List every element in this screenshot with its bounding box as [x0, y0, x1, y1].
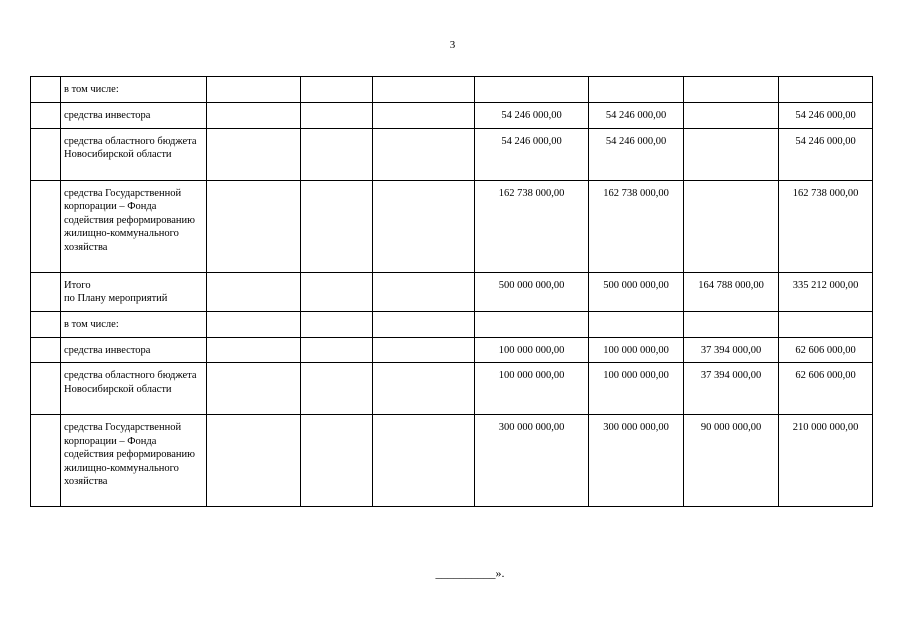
table-row — [31, 415, 873, 507]
amount-cell — [684, 128, 779, 180]
amount-total-cell: 500 000 000,00 — [475, 272, 589, 311]
amount-total-cell: 54 246 000,00 — [475, 103, 589, 129]
row-label: средства Государственной корпорации – Фонда содействия реформированию жилищно-коммунального хозяйства — [61, 180, 207, 272]
amount-total-cell: 300 000 000,00 — [475, 415, 589, 507]
empty-cell — [207, 77, 301, 103]
amount-cell: 37 394 000,00 — [684, 337, 779, 363]
empty-cell — [373, 103, 475, 129]
empty-cell — [301, 363, 373, 415]
empty-cell — [373, 311, 475, 337]
amount-cell: 54 246 000,00 — [779, 103, 873, 129]
table-row — [31, 180, 873, 272]
amount-cell: 54 246 000,00 — [589, 128, 684, 180]
row-label: в том числе: — [61, 77, 207, 103]
amount-cell: 162 738 000,00 — [779, 180, 873, 272]
amount-total-cell: 100 000 000,00 — [475, 363, 589, 415]
empty-cell — [301, 128, 373, 180]
table-row — [31, 103, 873, 129]
empty-cell — [301, 103, 373, 129]
amount-cell — [684, 77, 779, 103]
amount-cell: 210 000 000,00 — [779, 415, 873, 507]
empty-cell — [373, 363, 475, 415]
amount-total-cell — [475, 77, 589, 103]
amount-cell — [684, 311, 779, 337]
empty-cell — [373, 128, 475, 180]
empty-cell — [373, 180, 475, 272]
index-cell — [31, 180, 61, 272]
empty-cell — [373, 337, 475, 363]
budget-table-body — [31, 77, 873, 507]
row-label: средства инвестора — [61, 103, 207, 129]
table-row — [31, 337, 873, 363]
index-cell — [31, 311, 61, 337]
index-cell — [31, 77, 61, 103]
amount-cell — [684, 180, 779, 272]
index-cell — [31, 103, 61, 129]
empty-cell — [301, 337, 373, 363]
amount-cell: 162 738 000,00 — [589, 180, 684, 272]
amount-cell — [589, 77, 684, 103]
empty-cell — [207, 363, 301, 415]
empty-cell — [373, 415, 475, 507]
row-label: Итого по Плану мероприятий — [61, 272, 207, 311]
empty-cell — [301, 77, 373, 103]
amount-cell — [779, 77, 873, 103]
amount-cell: 100 000 000,00 — [589, 337, 684, 363]
amount-cell — [589, 311, 684, 337]
row-label: средства областного бюджета Новосибирской области — [61, 363, 207, 415]
table-row — [31, 128, 873, 180]
amount-cell: 62 606 000,00 — [779, 337, 873, 363]
amount-cell: 335 212 000,00 — [779, 272, 873, 311]
empty-cell — [207, 128, 301, 180]
amount-cell: 37 394 000,00 — [684, 363, 779, 415]
table-row — [31, 363, 873, 415]
row-label: средства областного бюджета Новосибирской области — [61, 128, 207, 180]
amount-cell: 90 000 000,00 — [684, 415, 779, 507]
amount-total-cell: 100 000 000,00 — [475, 337, 589, 363]
empty-cell — [207, 415, 301, 507]
amount-cell: 54 246 000,00 — [779, 128, 873, 180]
row-label: в том числе: — [61, 311, 207, 337]
empty-cell — [207, 337, 301, 363]
amount-cell: 62 606 000,00 — [779, 363, 873, 415]
amount-cell: 300 000 000,00 — [589, 415, 684, 507]
index-cell — [31, 128, 61, 180]
table-row — [31, 272, 873, 311]
empty-cell — [207, 311, 301, 337]
amount-cell: 54 246 000,00 — [589, 103, 684, 129]
index-cell — [31, 363, 61, 415]
index-cell — [31, 337, 61, 363]
empty-cell — [301, 311, 373, 337]
closing-mark: __________». — [435, 566, 505, 580]
empty-cell — [207, 180, 301, 272]
amount-total-cell — [475, 311, 589, 337]
page-number: 3 — [449, 39, 456, 51]
table-row — [31, 311, 873, 337]
row-label: средства инвестора — [61, 337, 207, 363]
table-row — [31, 77, 873, 103]
index-cell — [31, 415, 61, 507]
amount-total-cell: 54 246 000,00 — [475, 128, 589, 180]
budget-table — [30, 76, 873, 507]
amount-cell — [779, 311, 873, 337]
amount-cell: 100 000 000,00 — [589, 363, 684, 415]
empty-cell — [301, 180, 373, 272]
empty-cell — [301, 415, 373, 507]
empty-cell — [373, 272, 475, 311]
amount-total-cell: 162 738 000,00 — [475, 180, 589, 272]
index-cell — [31, 272, 61, 311]
empty-cell — [207, 272, 301, 311]
empty-cell — [207, 103, 301, 129]
row-label: средства Государственной корпорации – Фонда содействия реформированию жилищно-коммунального хозяйства — [61, 415, 207, 507]
amount-cell: 164 788 000,00 — [684, 272, 779, 311]
amount-cell: 500 000 000,00 — [589, 272, 684, 311]
empty-cell — [373, 77, 475, 103]
amount-cell — [684, 103, 779, 129]
empty-cell — [301, 272, 373, 311]
